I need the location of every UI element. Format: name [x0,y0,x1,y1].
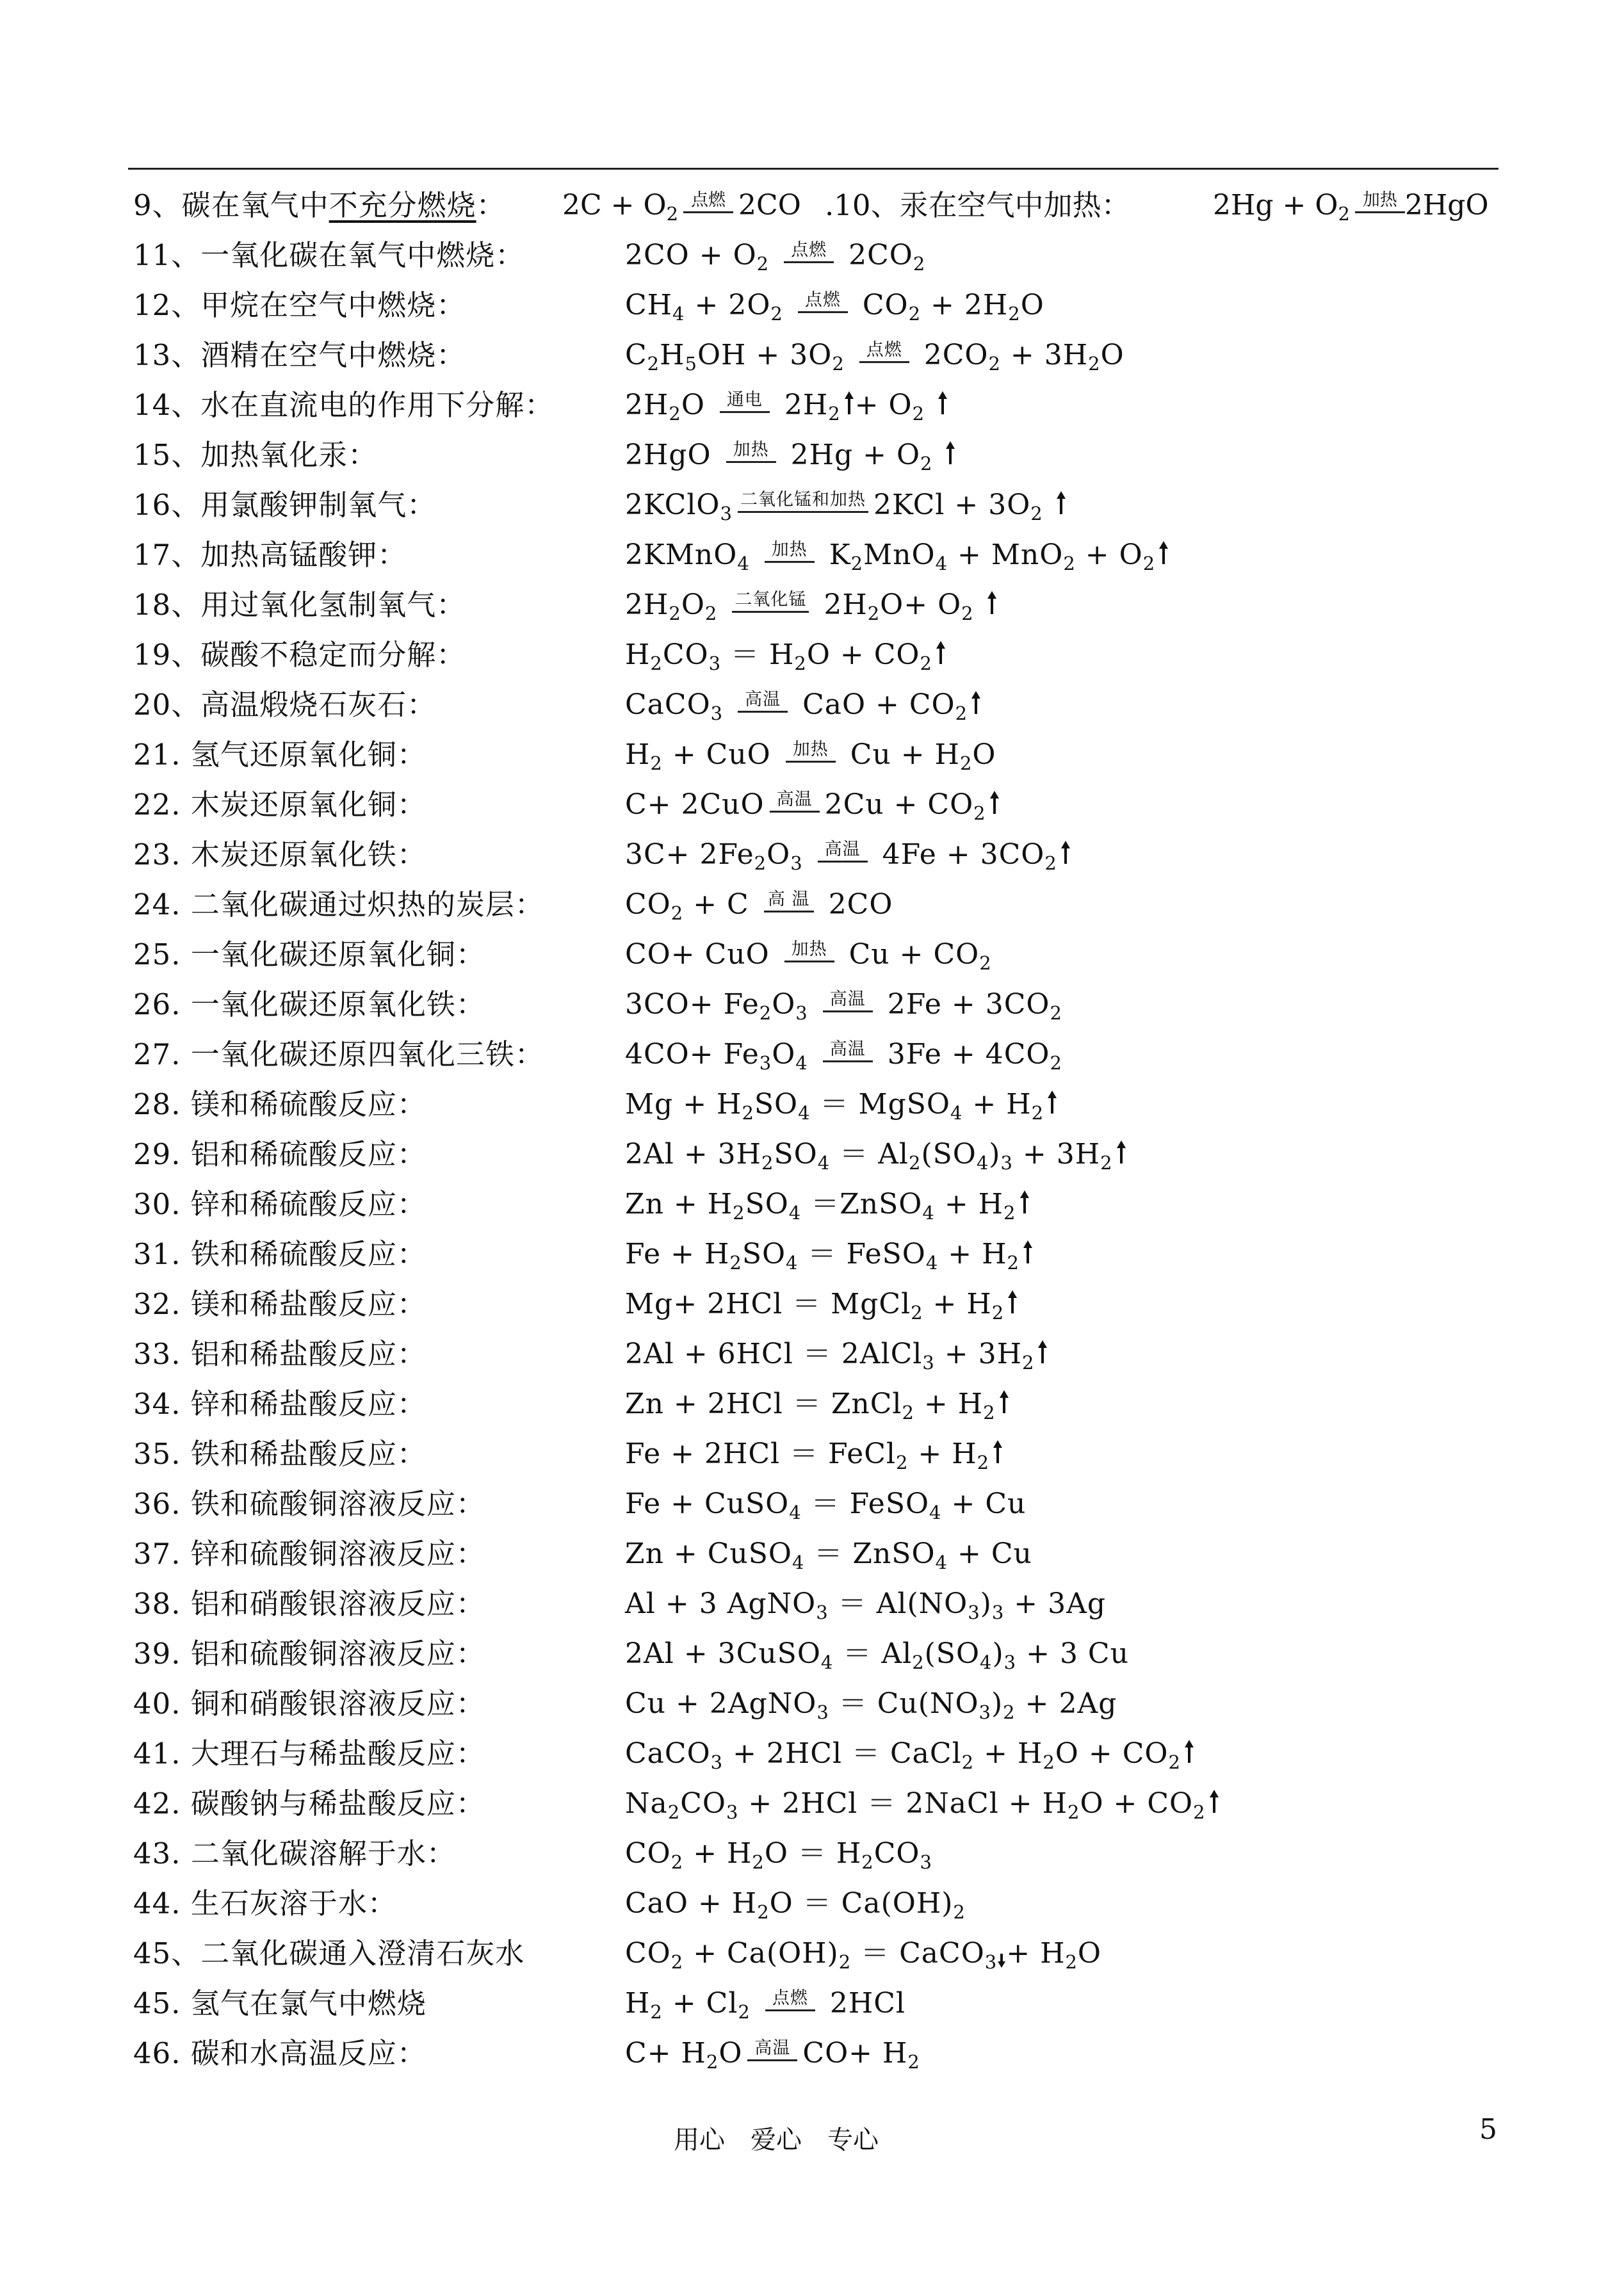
equation-line [133,1929,1542,1979]
chemical-equation: $Zn + H_2SO_4$ ＝ZnSO$_4$ + $H_2$ [625,1180,1030,1229]
reaction-label: .10、汞在空气中加热： [825,188,1130,222]
equation-line [133,231,1542,280]
chemical-equation: 2Al + 6HCl ＝ 2AlCl$_3$ + $3H_2$ [625,1329,1048,1379]
reaction-condition: 点燃 [765,1990,815,2011]
gas-arrow-up-icon [1022,1239,1034,1265]
chemical-equation: $2H_2O$ 通电 $2H_2 + O_2$ [625,380,948,430]
reaction-condition: 二氧化锰和加热 [738,491,868,513]
reaction-condition: 高温 [770,791,820,813]
gas-arrow-up-icon [998,1389,1010,1415]
equation-line [133,1030,1542,1080]
equation-line [133,330,1542,380]
equation-line [133,980,1542,1030]
equation-line [133,430,1542,480]
gas-arrow-up-icon [843,390,855,416]
equation-line [133,680,1542,730]
reaction-label: 32. 镁和稀盐酸反应： [133,1287,426,1321]
equation-line [133,880,1542,930]
equation-line [133,1279,1542,1329]
equation-line [133,530,1542,580]
equation-line [133,630,1542,680]
reaction-label: 14、水在直流电的作用下分解： [133,388,555,422]
reaction-label: 15、加热氧化汞： [133,438,378,472]
reaction-label: 37. 锌和硫酸铜溶液反应： [133,1537,485,1571]
reaction-label: 16、用氯酸钾制氧气： [133,488,437,522]
equation-line [133,280,1542,330]
equation-line [133,1130,1542,1180]
chemical-equation: $CO_2 + H_2O = H_2CO_3$ [625,1837,932,1873]
equation-line [133,930,1542,980]
equation-line [133,1629,1542,1679]
reaction-label: 26. 一氧化碳还原氧化铁： [133,987,485,1021]
reaction-condition: 高温 [747,2040,797,2061]
gas-arrow-up-icon [1208,1788,1220,1814]
equation-line [133,780,1542,830]
chemical-equation: $2CO + O_2$ 点燃 $2CO_2$ [625,239,926,275]
chemical-equation: CO+ CuO 加热 $Cu + CO_2$ [625,938,992,974]
equation-line [133,580,1542,630]
reaction-condition: 加热 [1355,191,1405,213]
reaction-label: 34. 锌和稀盐酸反应： [133,1387,426,1421]
reaction-label: 31. 铁和稀硫酸反应： [133,1237,426,1271]
reaction-condition: 点燃 [859,341,909,363]
equation-line [133,1479,1542,1529]
gas-arrow-up-icon [935,640,946,665]
reaction-condition: 通电 [720,391,770,413]
reaction-condition: 高温 [738,691,788,713]
chemical-equation: 2KMnO$_4$ 加热 $K_2MnO_4 + MnO_2 + O_2$ [625,530,1169,580]
reaction-condition: 点燃 [683,191,733,213]
equation-line [133,1429,1542,1479]
reaction-condition: 二氧化锰 [732,591,809,613]
equation-line [133,1729,1542,1779]
chemical-equation: $H_2 + Cl_2$ 点燃 2HCl [625,1987,905,2023]
underlined-text: 不充分燃烧 [329,188,476,222]
chemical-equation: $Fe + H_2SO_4$ ＝ FeSO$_4$ + $H_2$ [625,1229,1034,1279]
equation-line [133,730,1542,780]
reaction-label: 45、二氧化碳通入澄清石灰水 [133,1936,525,1970]
chemical-equation: Mg+ 2HCl ＝ MgCl$_2$ + $H_2$ [625,1279,1018,1329]
chemical-equation: $C+ H_2O$ 高温 $CO+ H_2$ [625,2037,920,2073]
equation-line [133,1529,1542,1579]
reaction-label: 25. 一氧化碳还原氧化铜： [133,937,485,971]
reaction-label: 42. 碳酸钠与稀盐酸反应： [133,1787,485,1821]
gas-arrow-up-icon [937,390,948,416]
gas-arrow-up-icon [1055,490,1067,515]
equation-line [133,181,1542,231]
chemical-equation: $Na_2CO_3 + 2HCl$ ＝ 2NaCl + $H_2O + CO_2$ [625,1779,1220,1829]
chemical-equation: 2KClO$_3$二氧化锰和加热 $2KCl + 3O_2$ [625,480,1067,530]
reaction-label: 28. 镁和稀硫酸反应： [133,1087,426,1121]
chemical-equation: $2Hg + O_2$加热 2HgO [1213,189,1489,225]
chemical-equation: Fe + CuSO$_4$ ＝ FeSO$_4$ + Cu [625,1488,1027,1523]
reaction-label: 38. 铝和硝酸银溶液反应： [133,1587,485,1621]
gas-arrow-up-icon [1037,1339,1048,1365]
reaction-condition: 加热 [784,941,834,962]
chemical-equation: C+ 2CuO 高温 $2Cu + CO_2$ [625,780,1000,830]
reaction-label: 39. 铝和硫酸铜溶液反应： [133,1637,485,1671]
reaction-label: 23. 木炭还原氧化铁： [133,838,426,872]
equation-line [133,1979,1542,2029]
chemical-equation: $CH_4 + 2O_2$ 点燃 $CO_2 + 2H_2O$ [625,289,1044,325]
chemical-equation: $3CO+ Fe_2O_3$ 高温 $2Fe + 3CO_2$ [625,988,1062,1024]
reaction-condition: 点燃 [784,241,834,263]
chemical-equation: Cu + 2AgNO$_3$ ＝ $Cu(NO_3)_2 + 2Ag$ [625,1687,1117,1723]
chemical-equation: CaO + $H_2O = Ca(OH)_2$ [625,1887,966,1923]
chemical-equation: $4CO+ Fe_3O_4$ 高温 $3Fe + 4CO_2$ [625,1038,1062,1074]
equation-line [133,480,1542,530]
equation-line [133,2029,1542,2079]
gas-arrow-up-icon [1046,1089,1058,1115]
reaction-label: 19、碳酸不稳定而分解： [133,638,466,672]
chemical-equation: $CO_2 + C$ 高 温 2CO [625,888,893,924]
header-rule [128,168,1498,170]
equation-line [133,380,1542,430]
reaction-label: 9、碳在氧气中不充分燃烧： [133,188,506,222]
reaction-label: 29. 铝和稀硫酸反应： [133,1137,426,1171]
gas-arrow-up-icon [945,440,956,466]
chemical-equation: Fe + 2HCl ＝ FeCl$_2$ + $H_2$ [625,1429,1003,1479]
chemical-equation: $C_2H_5OH + 3O_2$ 点燃 $2CO_2 + 3H_2O$ [625,339,1125,375]
equation-line [133,1579,1542,1629]
chemical-equation: Zn + 2HCl ＝ ZnCl$_2$ + $H_2$ [625,1379,1010,1429]
chemical-equation: $Mg + H_2SO_4$ ＝ MgSO$_4$ + $H_2$ [625,1080,1058,1130]
gas-arrow-up-icon [1007,1289,1018,1315]
equation-line [133,1829,1542,1879]
reaction-label: 27. 一氧化碳还原四氧化三铁： [133,1037,544,1071]
reaction-label: 45. 氢气在氯气中燃烧 [133,1986,426,2020]
gas-arrow-up-icon [1116,1139,1127,1165]
equation-line [133,1329,1542,1379]
chemical-equation: $2H_2O_2$ 二氧化锰 $2H_2O+ O_2$ [625,580,998,630]
gas-arrow-up-icon [992,1439,1003,1464]
equation-line [133,830,1542,880]
reaction-label: 24. 二氧化碳通过炽热的炭层： [133,888,544,921]
reaction-condition: 加热 [786,741,836,763]
reaction-label: 17、加热高锰酸钾： [133,538,407,572]
equation-line [133,1679,1542,1729]
chemical-equation: 2HgO 加热 $2Hg + O_2$ [625,430,956,480]
reaction-label: 44. 生石灰溶于水： [133,1886,397,1920]
equation-line [133,1180,1542,1229]
reaction-label: 21. 氢气还原氧化铜： [133,738,426,772]
chemical-equation: $3C+ 2Fe_2O_3$ 高温 $4Fe + 3CO_2$ [625,830,1071,880]
chemical-equation: $2Al + 3H_2SO_4 = Al_2(SO_4)_3 + 3H_2$ [625,1130,1127,1180]
gas-arrow-up-icon [970,690,982,715]
reaction-condition: 点燃 [798,291,848,313]
reaction-label: 30. 锌和稀硫酸反应： [133,1187,426,1221]
reaction-label: 20、高温煅烧石灰石： [133,688,437,722]
chemical-equation: $H_2CO_3 = H_2O + CO_2$ [625,630,946,680]
reaction-label: 22. 木炭还原氧化铜： [133,788,426,822]
gas-arrow-up-icon [1019,1189,1030,1215]
reaction-label: 36. 铁和硫酸铜溶液反应： [133,1487,485,1521]
gas-arrow-up-icon [986,590,998,615]
reaction-condition: 高温 [818,841,868,863]
reaction-label: 33. 铝和稀盐酸反应： [133,1337,426,1371]
reaction-label: 35. 铁和稀盐酸反应： [133,1437,426,1471]
reaction-label: 43. 二氧化碳溶解于水： [133,1837,456,1870]
equation-line [133,1879,1542,1929]
reaction-condition: 高 温 [764,891,814,912]
equation-line [133,1379,1542,1429]
chemical-equation: Al + 3 AgNO$_3$ ＝ $Al(NO_3)_3 + 3Ag$ [625,1587,1107,1623]
gas-arrow-up-icon [1158,540,1169,565]
reaction-condition: 加热 [765,541,815,563]
gas-arrow-up-icon [989,790,1000,815]
reaction-label: 40. 铜和硝酸银溶液反应： [133,1687,485,1721]
chemical-equation: $CO_2 + Ca(OH)_2$ ＝ CaCO$_3$ + $H_2O$ [625,1937,1101,1973]
chemical-equation: CaCO$_3$ 高温 CaO + $CO_2$ [625,680,982,730]
reaction-condition: 高温 [823,991,873,1012]
chemical-equation: CaCO$_3$ + 2HCl ＝ CaCl$_2$ + $H_2O + CO_2$ [625,1729,1195,1779]
gas-arrow-up-icon [1183,1739,1195,1764]
chemical-equation: Zn + CuSO$_4$ ＝ ZnSO$_4$ + Cu [625,1537,1032,1573]
reaction-label: 12、甲烷在空气中燃烧： [133,288,466,322]
chemical-equation: 2Al + 3CuSO$_4$ ＝ $Al_2(SO_4)_3 + 3$ Cu [625,1637,1129,1673]
precipitate-arrow-down-icon [997,1952,1006,1969]
footer-text: 用心 爱心 专心 [674,2125,879,2155]
chemical-equation: $2C + O_2$点燃 2CO [562,189,801,225]
reaction-label: 46. 碳和水高温反应： [133,2036,426,2070]
chemical-equation: $H_2$ + CuO 加热 $Cu + H_2O$ [625,738,996,774]
equation-line [133,1779,1542,1829]
reaction-label: 13、酒精在空气中燃烧： [133,338,466,372]
gas-arrow-up-icon [1060,839,1071,865]
reaction-condition: 高温 [823,1041,873,1062]
equation-line [133,1229,1542,1279]
reaction-label: 11、一氧化碳在氧气中燃烧： [133,238,525,272]
reaction-condition: 加热 [726,441,776,463]
reaction-label: 18、用过氧化氢制氧气： [133,588,466,622]
reaction-label: 41. 大理石与稀盐酸反应： [133,1737,485,1771]
page-number: 5 [1479,2113,1497,2146]
equation-line [133,1080,1542,1130]
